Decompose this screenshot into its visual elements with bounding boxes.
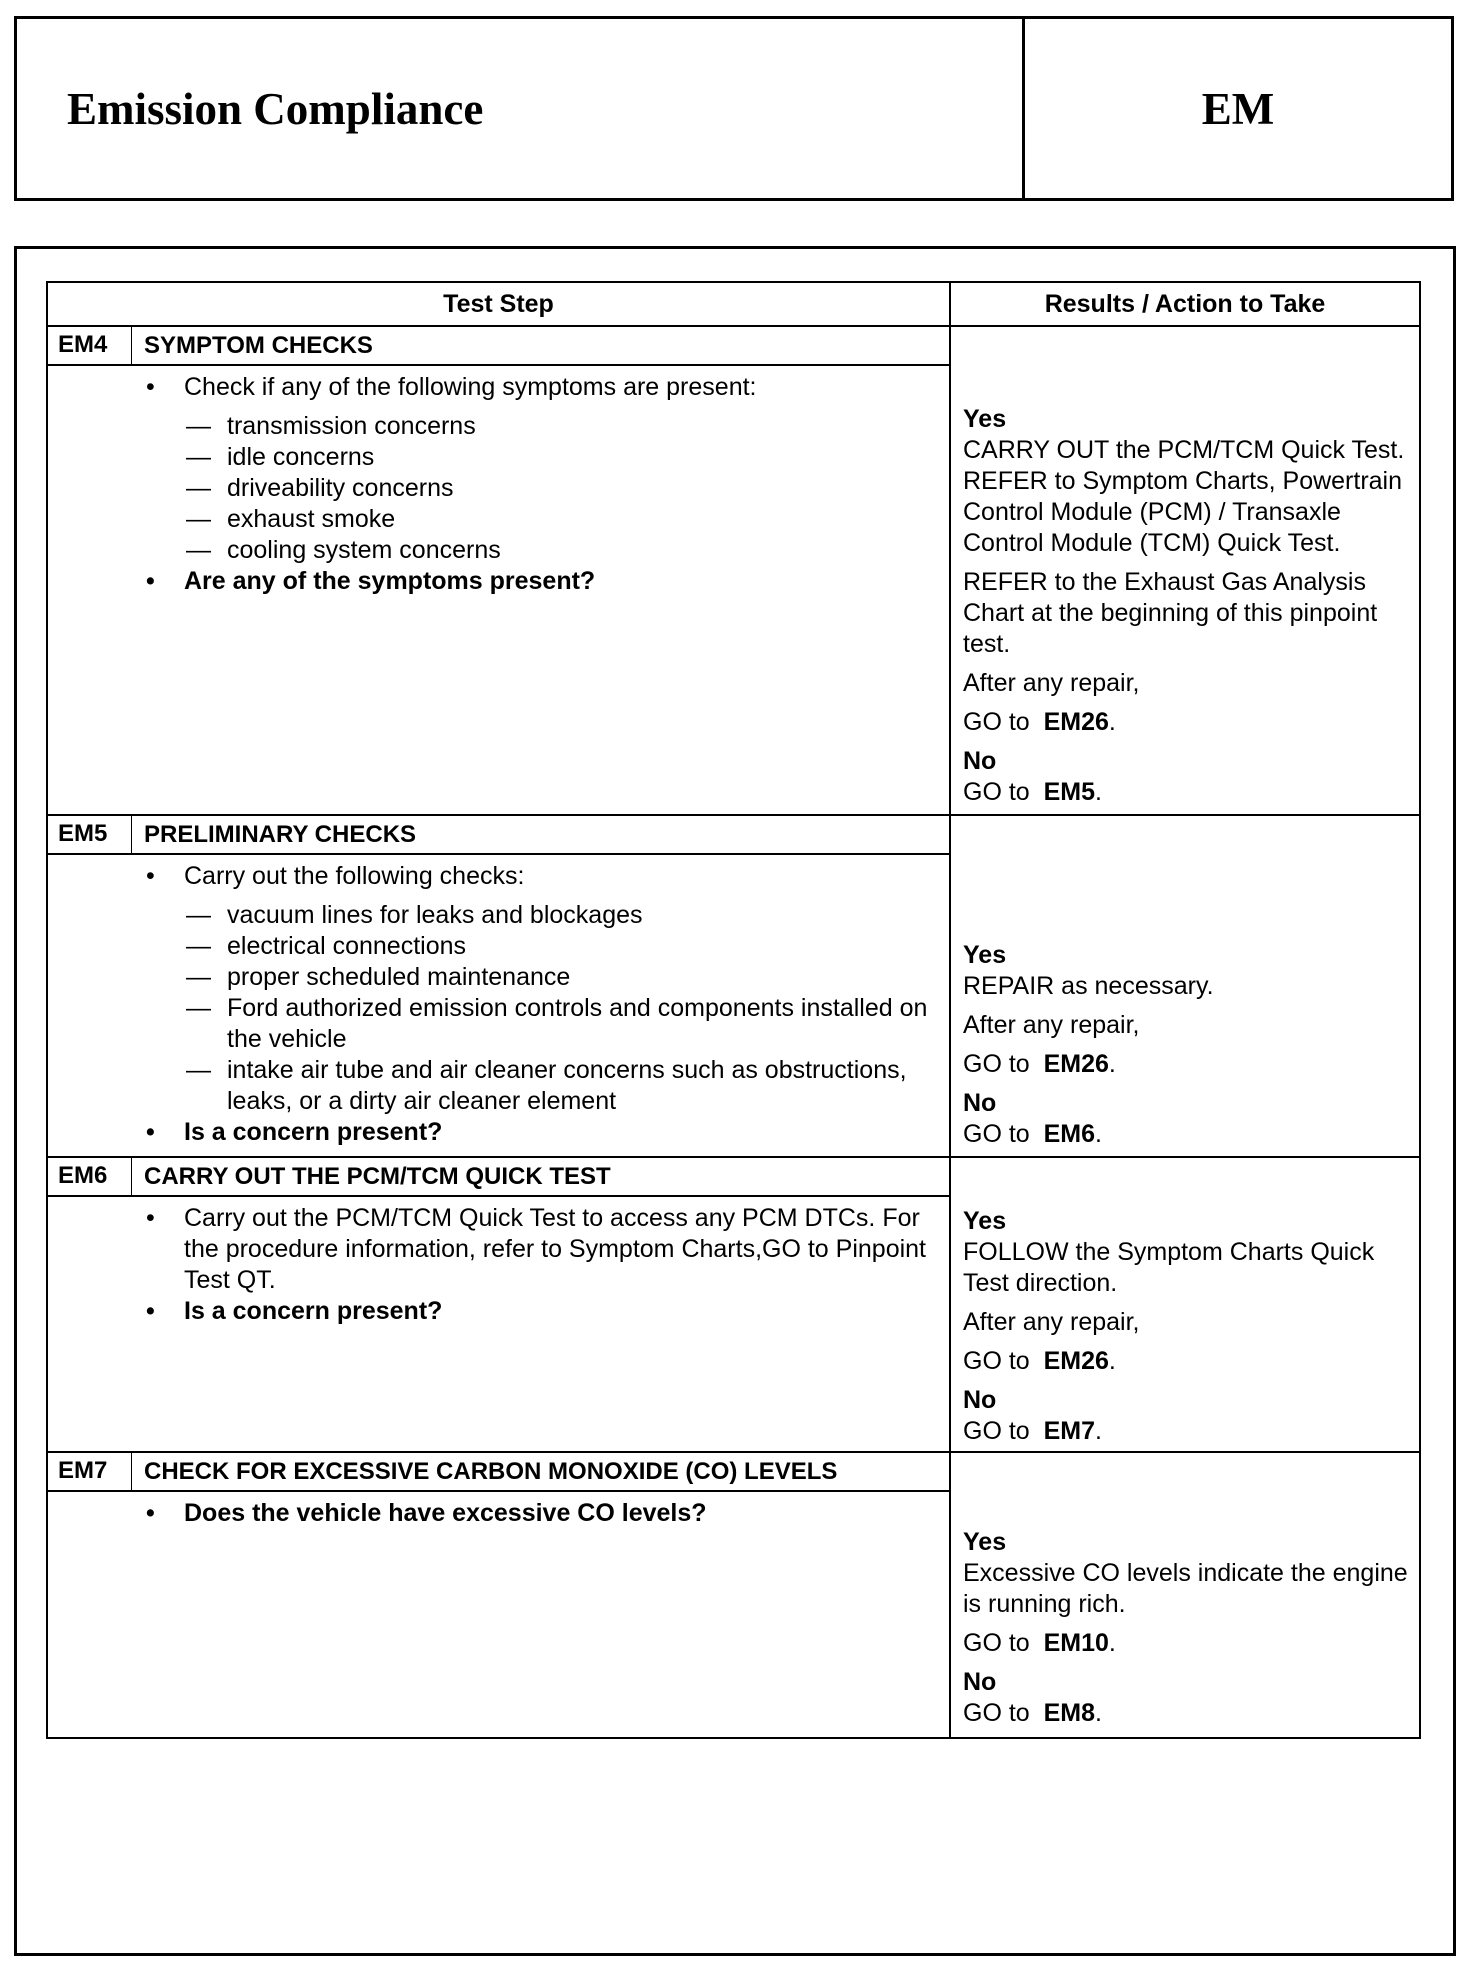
bullet-icon: • xyxy=(146,1118,155,1146)
list-item: — vacuum lines for leaks and blockages xyxy=(186,901,643,929)
list-item: — cooling system concerns xyxy=(186,536,501,564)
test-step-cell xyxy=(48,327,951,814)
dash-icon: — xyxy=(186,963,211,991)
bullet-icon: • xyxy=(146,567,155,595)
section-title: Emission Compliance xyxy=(67,83,484,134)
go-to-target[interactable]: EM7 xyxy=(1043,1417,1095,1445)
list-item: — driveability concerns xyxy=(186,474,454,502)
result-cell xyxy=(951,327,1419,814)
dash-icon: — xyxy=(186,932,211,960)
list-item: — intake air tube and air cleaner concerns such as obstructions, leaks, or a dirty air cleaner element xyxy=(186,1056,907,1115)
section-code-cell xyxy=(1025,19,1451,198)
list-item: — electrical connections xyxy=(186,932,467,960)
step-header xyxy=(48,327,949,366)
go-to-link[interactable]: GO to EM8. xyxy=(963,1699,1102,1727)
section-code: EM xyxy=(1201,83,1275,134)
step-title: SYMPTOM CHECKS xyxy=(144,332,373,359)
yes-label: Yes xyxy=(963,1528,1007,1556)
instruction: • Check if any of the following symptoms are present: xyxy=(146,373,757,401)
step-header xyxy=(48,1158,949,1197)
result-text: Excessive CO levels indicate the engine is running rich. xyxy=(963,1559,1408,1618)
test-step-em4 xyxy=(48,327,1419,816)
go-to-target[interactable]: EM26 xyxy=(1043,1050,1109,1078)
bullet-icon: • xyxy=(146,1297,155,1325)
check-list xyxy=(146,900,939,1117)
yes-label: Yes xyxy=(963,941,1007,969)
list-item: — exhaust smoke xyxy=(186,505,396,533)
result-cell xyxy=(951,1453,1419,1737)
bullet-icon: • xyxy=(146,1204,155,1232)
step-body xyxy=(48,1197,949,1335)
test-step-em7 xyxy=(48,1453,1419,1737)
go-to-target[interactable]: EM6 xyxy=(1043,1120,1095,1148)
column-header-results: Results / Action to Take xyxy=(1044,289,1326,318)
list-item: — transmission concerns xyxy=(186,412,476,440)
no-label: No xyxy=(963,1668,997,1696)
no-label: No xyxy=(963,747,997,775)
step-body xyxy=(48,1492,949,1537)
result-text: After any repair, xyxy=(963,1011,1140,1039)
question: • Is a concern present? xyxy=(146,1297,443,1325)
step-title: CHECK FOR EXCESSIVE CARBON MONOXIDE (CO) LEVELS xyxy=(144,1458,838,1485)
result-text: After any repair, xyxy=(963,669,1140,697)
go-to-target[interactable]: EM10 xyxy=(1043,1629,1109,1657)
question: • Does the vehicle have excessive CO levels? xyxy=(146,1499,707,1527)
page-header xyxy=(14,16,1454,201)
go-to-target[interactable]: EM26 xyxy=(1043,708,1109,736)
go-to-target[interactable]: EM8 xyxy=(1043,1699,1095,1727)
go-to-link[interactable]: GO to EM5. xyxy=(963,778,1102,806)
no-label: No xyxy=(963,1386,997,1414)
go-to-target[interactable]: EM5 xyxy=(1043,778,1095,806)
bullet-icon: • xyxy=(146,862,155,890)
test-step-cell xyxy=(48,1453,951,1737)
dash-icon: — xyxy=(186,474,211,502)
dash-icon: — xyxy=(186,901,211,929)
column-header-test-step: Test Step xyxy=(48,283,951,325)
step-code: EM4 xyxy=(48,327,132,364)
no-label: No xyxy=(963,1089,997,1117)
test-step-em6 xyxy=(48,1158,1419,1453)
question: • Is a concern present? xyxy=(146,1118,443,1146)
result-text: REPAIR as necessary. xyxy=(963,972,1214,1000)
dash-icon: — xyxy=(186,1056,211,1084)
step-code: EM7 xyxy=(48,1453,132,1490)
pinpoint-test-table xyxy=(46,281,1421,1739)
step-title: PRELIMINARY CHECKS xyxy=(144,821,417,848)
step-body xyxy=(48,855,949,1156)
dash-icon: — xyxy=(186,994,211,1022)
table-header xyxy=(48,283,1419,327)
list-item: — proper scheduled maintenance xyxy=(186,963,571,991)
go-to-link[interactable]: GO to EM26. xyxy=(963,708,1116,736)
dash-icon: — xyxy=(186,443,211,471)
instruction: • Carry out the PCM/TCM Quick Test to access any PCM DTCs. For the procedure information, refer to Symptom Charts,GO to Pinpoint Test QT. xyxy=(146,1204,927,1294)
dash-icon: — xyxy=(186,412,211,440)
step-header xyxy=(48,1453,949,1492)
result-text: After any repair, xyxy=(963,1308,1140,1336)
list-item: — idle concerns xyxy=(186,443,375,471)
dash-icon: — xyxy=(186,505,211,533)
result-text: FOLLOW the Symptom Charts Quick Test direction. xyxy=(963,1238,1375,1297)
go-to-link[interactable]: GO to EM26. xyxy=(963,1347,1116,1375)
step-code: EM6 xyxy=(48,1158,132,1195)
step-body xyxy=(48,366,949,605)
step-title: CARRY OUT THE PCM/TCM QUICK TEST xyxy=(144,1163,611,1190)
yes-label: Yes xyxy=(963,1207,1007,1235)
test-step-cell xyxy=(48,1158,951,1451)
go-to-link[interactable]: GO to EM26. xyxy=(963,1050,1116,1078)
question: • Are any of the symptoms present? xyxy=(146,567,596,595)
go-to-link[interactable]: GO to EM10. xyxy=(963,1629,1116,1657)
symptom-list xyxy=(146,411,939,566)
list-item: — Ford authorized emission controls and components installed on the vehicle xyxy=(186,994,928,1053)
dash-icon: — xyxy=(186,536,211,564)
result-cell xyxy=(951,1158,1419,1451)
bullet-icon: • xyxy=(146,1499,155,1527)
instruction: • Carry out the following checks: xyxy=(146,862,525,890)
go-to-link[interactable]: GO to EM7. xyxy=(963,1417,1102,1445)
go-to-target[interactable]: EM26 xyxy=(1043,1347,1109,1375)
result-cell xyxy=(951,816,1419,1156)
result-text: CARRY OUT the PCM/TCM Quick Test. REFER to Symptom Charts, Powertrain Control Module (PCM) / Transaxle Control Module (TCM) Quick Test. xyxy=(963,436,1405,557)
yes-label: Yes xyxy=(963,405,1007,433)
step-code: EM5 xyxy=(48,816,132,853)
test-step-cell xyxy=(48,816,951,1156)
step-header xyxy=(48,816,949,855)
test-step-em5 xyxy=(48,816,1419,1158)
bullet-icon: • xyxy=(146,373,155,401)
go-to-link[interactable]: GO to EM6. xyxy=(963,1120,1102,1148)
result-text: REFER to the Exhaust Gas Analysis Chart at the beginning of this pinpoint test. xyxy=(963,568,1378,658)
section-title-cell xyxy=(17,19,1025,198)
